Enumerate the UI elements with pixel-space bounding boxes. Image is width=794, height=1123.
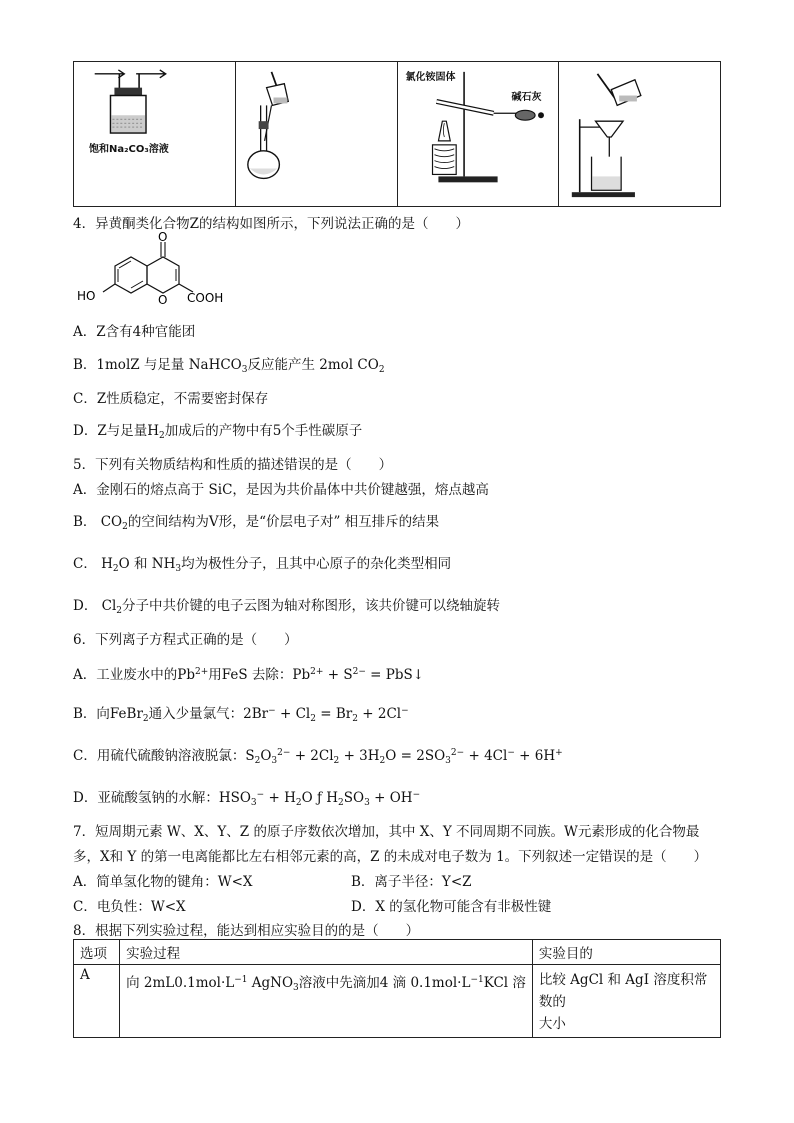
apparatus-filtration [559,62,720,206]
q7-option-b: B．离子半径：Y<Z [351,874,472,890]
ammonia-apparatus-icon [398,62,559,206]
q4-stem: 4．异黄酮类化合物Z的结构如图所示，下列说法正确的是（ ） [73,216,469,232]
q8-stem: 8．根据下列实验过程，能达到相应实验目的的是（ ） [73,923,420,939]
q7-stem-line-1: 7．短周期元素 W、X、Y、Z 的原子序数依次增加，其中 X、Y 不同周期不同族。W元素形成的化合物最 [73,824,700,840]
q8-row-a-process: 向 $2mL0.1mol\cdot L^{-1}$ AgNO$_3$溶液中先滴加4 滴 $0.1mol\cdot L^{-1}KCl$ 溶 [120,965,533,1038]
q8-row-a-goal [532,965,720,1038]
q6-d-text-1: D．亚硫酸氢钠的水解：HSO [73,790,251,806]
apparatus-volumetric-flask [236,62,398,206]
q8-header-process: 实验过程 [120,940,533,965]
q5-d-text-1: D． Cl [73,598,117,614]
mol-ho-label: HO [77,289,96,303]
q6-b-text-2: 通入少量氯气：2Br [148,706,269,722]
apparatus-label-soda-lime: 碱石灰 [511,92,542,103]
filtration-apparatus-icon [559,62,720,206]
mol-cooh-label: COOH [187,291,224,305]
q5-b-text-1: B． CO [73,514,123,530]
q5-c-text-3: 均为极性分子，且其中心原子的杂化类型相同 [181,556,452,572]
q6-stem: 6．下列离子方程式正确的是（ ） [73,632,298,648]
q8-table-row [74,965,721,1038]
q4-d-text-2: 加成后的产物中有5个手性碳原子 [164,423,363,439]
q4-b-text-1: B．1molZ 与足量 NaHCO [73,357,242,373]
q6-b-text-3: + Cl [275,706,311,722]
q8-table-header-row [74,940,721,965]
q7-option-d: D．X 的氢化物可能含有非极性键 [351,899,552,915]
q6-d-text-2: + H [264,790,296,806]
q4-option-a: A．Z含有4种官能团 [73,324,196,340]
q7-option-a: A．简单氢化物的键角：W<X [73,874,253,890]
apparatus-ammonia-preparation [398,62,560,206]
q8-row-a-process-2: AgNO [247,975,294,991]
q5-option-c: C． $H_2O$ 和 $NH_3$均为极性分子，且其中心原子的杂化类型相同 [73,556,452,574]
q5-c-text-2: O 和 NH [118,556,176,572]
q8-header-option: 选项 [74,940,120,965]
q8-row-a-goal-line-2: 大小 [538,1016,566,1032]
q5-d-text-2: 分子中共价键的电子云图为轴对称图形，该共价键可以绕轴旋转 [122,598,500,614]
q6-a-text-3: = PbS↓ [365,667,425,683]
q8-table [73,939,721,1038]
q4-option-c: C．Z性质稳定，不需要密封保存 [73,391,269,407]
q4-d-text-1: D．Z与足量H [73,423,159,439]
apparatus-table [73,61,721,207]
q8-row-a-process-4: KCl 溶 [483,975,526,991]
mol-ring-oxygen-label: O [158,293,168,307]
q8-row-a-option: A [74,965,120,1038]
q6-option-a: A．工业废水中的$Pb^{2+}$用FeS 去除：$Pb^{2+} + S^{2-}$ = PbS↓ [73,667,425,683]
mol-oxygen-label: O [158,232,168,244]
q8-row-a-goal-line-1: 比较 AgCl 和 AgI 溶度积常数的 [538,972,708,1010]
q4-option-b: B．1molZ 与足量 NaHCO$_3$反应能产生 2mol $CO_2$ [73,357,385,375]
q6-b-text-1: B．向FeBr [73,706,143,722]
apparatus-gas-washing-bottle [74,62,236,206]
q5-c-text-1: C． H [73,556,113,572]
apparatus-label-nh4cl: 氯化铵固体 [405,72,456,83]
q6-a-text-2: 用FeS 去除：Pb [208,667,311,683]
q4-option-d: D．Z与足量$H_2$加成后的产物中有5个手性碳原子 [73,423,363,441]
q8-row-a-process-1: 向 2mL0.1mol·L [126,975,235,991]
gas-washing-bottle-icon [74,62,235,206]
q6-option-c: C．用硫代硫酸钠溶液脱氯：$S_2O_3^{2-} + 2Cl_2 + 3H_2O = 2SO_3^{2-} + 4Cl^- + 6H^+$ [73,748,563,766]
q4-b-text-2: 反应能产生 2mol CO [247,357,379,373]
q6-d-text-3: O ƒ H [301,790,339,806]
q6-a-text-1: A．工业废水中的Pb [73,667,195,683]
q7-stem-line-2: 多，X和 Y 的第一电离能都比左右相邻元素的高，Z 的未成对电子数为 1。下列叙述一定错误的是（ ） [73,849,708,865]
q5-option-a: A．金刚石的熔点高于 SiC，是因为共价晶体中共价键越强，熔点越高 [73,482,489,498]
q6-option-d: D．亚硫酸氢钠的水解：$HSO_3^- + H_2O$ ƒ $H_2SO_3 + OH^-$ [73,790,421,808]
q5-stem: 5．下列有关物质结构和性质的描述错误的是（ ） [73,457,393,473]
q5-option-b: B． $CO_2$的空间结构为V形，是“价层电子对” 相互排斥的结果 [73,514,440,532]
q5-b-text-2: 的空间结构为V形，是“价层电子对” 相互排斥的结果 [127,514,440,530]
q6-d-text-4: SO [343,790,365,806]
q8-row-a-process-3: 溶液中先滴加4 滴 0.1mol·L [298,975,471,991]
volumetric-flask-icon [236,62,397,206]
q7-option-c: C．电负性：W<X [73,899,186,915]
q6-c-text-1: C．用硫代硫酸钠溶液脱氯：S [73,748,255,764]
q5-option-d: D． $Cl_2$分子中共价键的电子云图为轴对称图形，该共价键可以绕轴旋转 [73,598,500,616]
isoflavone-structure-icon [73,232,233,312]
apparatus-label-na2co3: 饱和Na₂CO₃溶液 [89,144,169,155]
q6-option-b: B．向FeBr$_2$通入少量氯气：$2Br^- + Cl_2 = Br_2 + 2Cl^-$ [73,706,409,724]
q8-header-goal: 实验目的 [532,940,720,965]
